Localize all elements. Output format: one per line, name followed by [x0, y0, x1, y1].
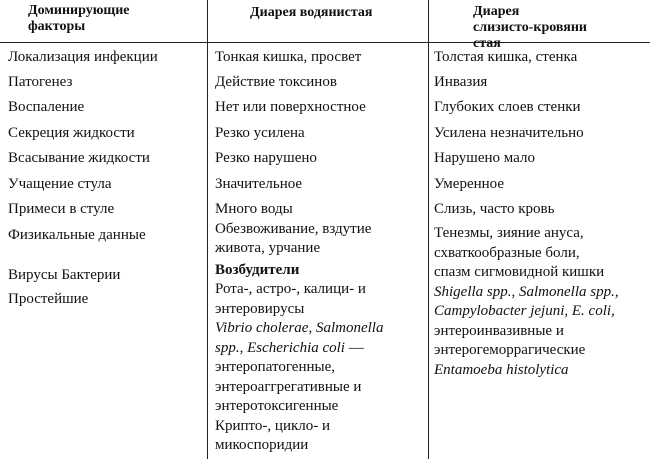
watery-value: Много воды: [215, 201, 293, 217]
watery-value: Резко нарушено: [215, 150, 317, 166]
watery-value: Тонкая кишка, просвет: [215, 49, 362, 65]
header-bloody: [473, 4, 648, 51]
watery-bacteria: [215, 339, 364, 359]
watery-value: Резко усилена: [215, 125, 305, 141]
bloody-value: Усилена незначительно: [434, 125, 584, 141]
bloody-value: Глубоких слоев стенки: [434, 99, 581, 115]
watery-value: Значительное: [215, 176, 303, 192]
watery-physical: живота, урчание: [215, 240, 321, 256]
header-bloody-line: слизисто-кровяни: [473, 20, 587, 35]
bloody-value: Толстая кишка, стенка: [434, 49, 578, 65]
watery-bacteria: энтеротоксигенные: [215, 398, 339, 414]
watery-bacteria: Vibrio cholerae, Salmonella: [215, 320, 384, 336]
bloody-bacteria: энтероинвазивные и: [434, 323, 564, 339]
watery-bacteria: энтероаггрегативные и: [215, 379, 362, 395]
watery-physical: Обезвоживание, вздутие: [215, 221, 372, 237]
bloody-value: Умеренное: [434, 176, 505, 192]
factor-label: Учащение стула: [8, 176, 112, 192]
bloody-value: Нарушено мало: [434, 150, 535, 166]
header-factors: [28, 3, 203, 35]
factor-label: Секреция жидкости: [8, 125, 135, 141]
column-divider: [207, 0, 208, 459]
factor-label: Патогенез: [8, 74, 73, 90]
header-bloody-line: Диарея: [473, 4, 520, 19]
pathogens-heading: Возбудители: [215, 262, 300, 278]
bloody-bacteria: Campylobacter jejuni, E. coli,: [434, 303, 615, 319]
watery-value: Нет или поверхностное: [215, 99, 366, 115]
factor-label: Вирусы Бактерии: [8, 267, 121, 283]
bloody-physical: спазм сигмовидной кишки: [434, 264, 605, 280]
factor-label: Примеси в стуле: [8, 201, 115, 217]
bloody-bacteria: Shigella spp., Salmonella spp.,: [434, 284, 619, 300]
factor-label: Всасывание жидкости: [8, 150, 150, 166]
bloody-value: Инвазия: [434, 74, 488, 90]
watery-viruses: Рота-, астро-, калици- и: [215, 281, 366, 297]
header-watery: Диарея водянистая: [250, 5, 373, 20]
factor-label: Простейшие: [8, 291, 89, 307]
header-factors-line: факторы: [28, 19, 86, 34]
watery-bacteria-dash: —: [344, 340, 364, 356]
header-factors-line: Доминирующие: [28, 3, 130, 18]
bloody-physical: схваткообразные боли,: [434, 245, 580, 261]
bloody-value: Слизь, часто кровь: [434, 201, 555, 217]
watery-protozoa: Крипто-, цикло- и: [215, 418, 331, 434]
header-bloody-line: стая: [473, 36, 501, 51]
bloody-physical: Тенезмы, зияние ануса,: [434, 225, 584, 241]
watery-viruses: энтеровирусы: [215, 301, 305, 317]
watery-value: Действие токсинов: [215, 74, 337, 90]
watery-bacteria-species: spp., Escherichia coli: [215, 340, 345, 356]
watery-protozoa: микоспоридии: [215, 437, 309, 453]
factor-label: Физикальные данные: [8, 227, 146, 243]
factor-label: Локализация инфекции: [8, 49, 158, 65]
bloody-bacteria: энтерогеморрагические: [434, 342, 586, 358]
bloody-protozoa: Entamoeba histolytica: [434, 362, 569, 378]
watery-bacteria: энтеропатогенные,: [215, 359, 335, 375]
column-divider: [428, 0, 429, 459]
factor-label: Воспаление: [8, 99, 85, 115]
